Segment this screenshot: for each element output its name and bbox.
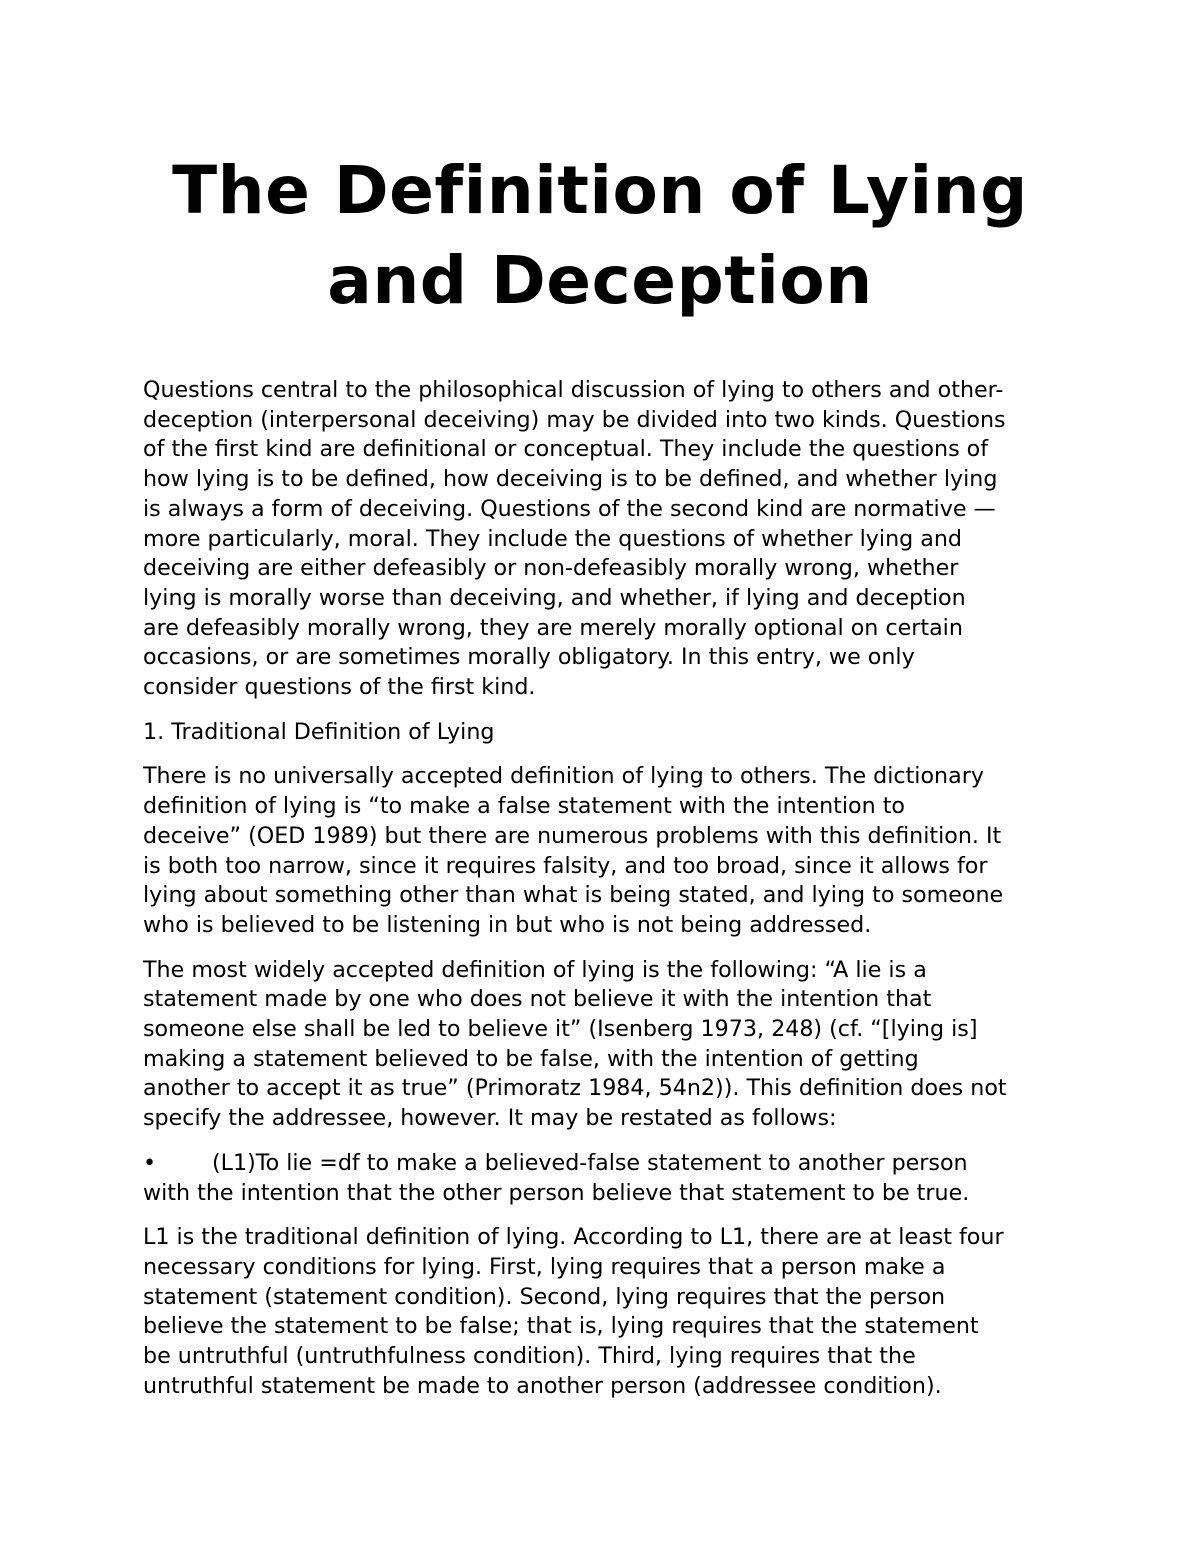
title-line-2: and Deception: [327, 242, 873, 319]
paragraph-line: lying about something other than what is being stated, and lying to someone: [143, 882, 1004, 909]
paragraph-line: There is no universally accepted definition of lying to others. The dictionary: [143, 763, 984, 790]
intro-line: more particularly, moral. They include the questions of whether lying and: [143, 525, 963, 552]
paragraph-line: is both too narrow, since it requires falsity, and too broad, since it allows for: [143, 852, 988, 879]
paragraph-line: someone else shall be led to believe it” (Isenberg 1973, 248) (cf. “[lying is]: [143, 1016, 978, 1043]
paragraph-line: deceive” (OED 1989) but there are numerous problems with this definition. It: [143, 822, 1002, 849]
paragraph-line: definition of lying is “to make a false statement with the intention to: [143, 793, 905, 820]
paragraph-line: specify the addressee, however. It may be restated as follows:: [143, 1105, 837, 1132]
bullet-icon: •: [143, 1149, 157, 1176]
paragraph-line: believe the statement to be false; that is, lying requires that the statement: [143, 1313, 979, 1340]
intro-line: are defeasibly morally wrong, they are merely morally optional on certain: [143, 614, 963, 641]
intro-paragraph: [143, 376, 1063, 703]
bullet-first-line: (L1)To lie =df to make a believed-false statement to another person: [212, 1149, 968, 1176]
intro-line: lying is morally worse than deceiving, and whether, if lying and deception: [143, 584, 966, 611]
paragraph-traditional-conditions: [143, 1223, 1063, 1401]
paragraph-line: untruthful statement be made to another person (addressee condition).: [143, 1372, 942, 1399]
paragraph-line: be untruthful (untruthfulness condition). Third, lying requires that the: [143, 1343, 916, 1370]
paragraph-line: statement made by one who does not believe it with the intention that: [143, 986, 932, 1013]
paragraph-line: making a statement believed to be false, with the intention of getting: [143, 1045, 919, 1072]
intro-line: is always a form of deceiving. Questions of the second kind are normative —: [143, 495, 996, 522]
intro-line: how lying is to be defined, how deceiving is to be defined, and whether lying: [143, 466, 998, 493]
intro-line: deception (interpersonal deceiving) may be divided into two kinds. Questions: [143, 406, 1006, 433]
paragraph-dictionary-definition: [143, 762, 1063, 940]
intro-line: Questions central to the philosophical discussion of lying to others and other-: [143, 377, 1004, 403]
section-heading: [143, 718, 1063, 748]
intro-line: occasions, or are sometimes morally obligatory. In this entry, we only: [143, 644, 915, 671]
section-heading-text: 1. Traditional Definition of Lying: [143, 718, 495, 745]
bullet-definition-l1: [143, 1149, 1063, 1208]
paragraph-line: statement (statement condition). Second, lying requires that the person: [143, 1283, 946, 1310]
paragraph-line: another to accept it as true” (Primoratz 1984, 54n2)). This definition does not: [143, 1075, 1007, 1102]
paragraph-accepted-definition: [143, 956, 1063, 1134]
paragraph-line: necessary conditions for lying. First, lying requires that a person make a: [143, 1253, 946, 1280]
bullet-first-row: [143, 1149, 1063, 1179]
document-title: [100, 146, 1100, 326]
bullet-second-line: with the intention that the other person believe that statement to be true.: [143, 1179, 970, 1206]
document-body: [143, 376, 1063, 1417]
intro-line: deceiving are either defeasibly or non-defeasibly morally wrong, whether: [143, 555, 959, 582]
paragraph-line: L1 is the traditional definition of lying. According to L1, there are at least four: [143, 1224, 1004, 1251]
paragraph-line: who is believed to be listening in but who is not being addressed.: [143, 911, 872, 938]
intro-line: consider questions of the first kind.: [143, 674, 536, 701]
title-line-1: The Definition of Lying: [172, 152, 1028, 229]
paragraph-line: The most widely accepted definition of lying is the following: “A lie is a: [143, 956, 927, 983]
intro-line: of the first kind are definitional or conceptual. They include the questions of: [143, 436, 989, 463]
